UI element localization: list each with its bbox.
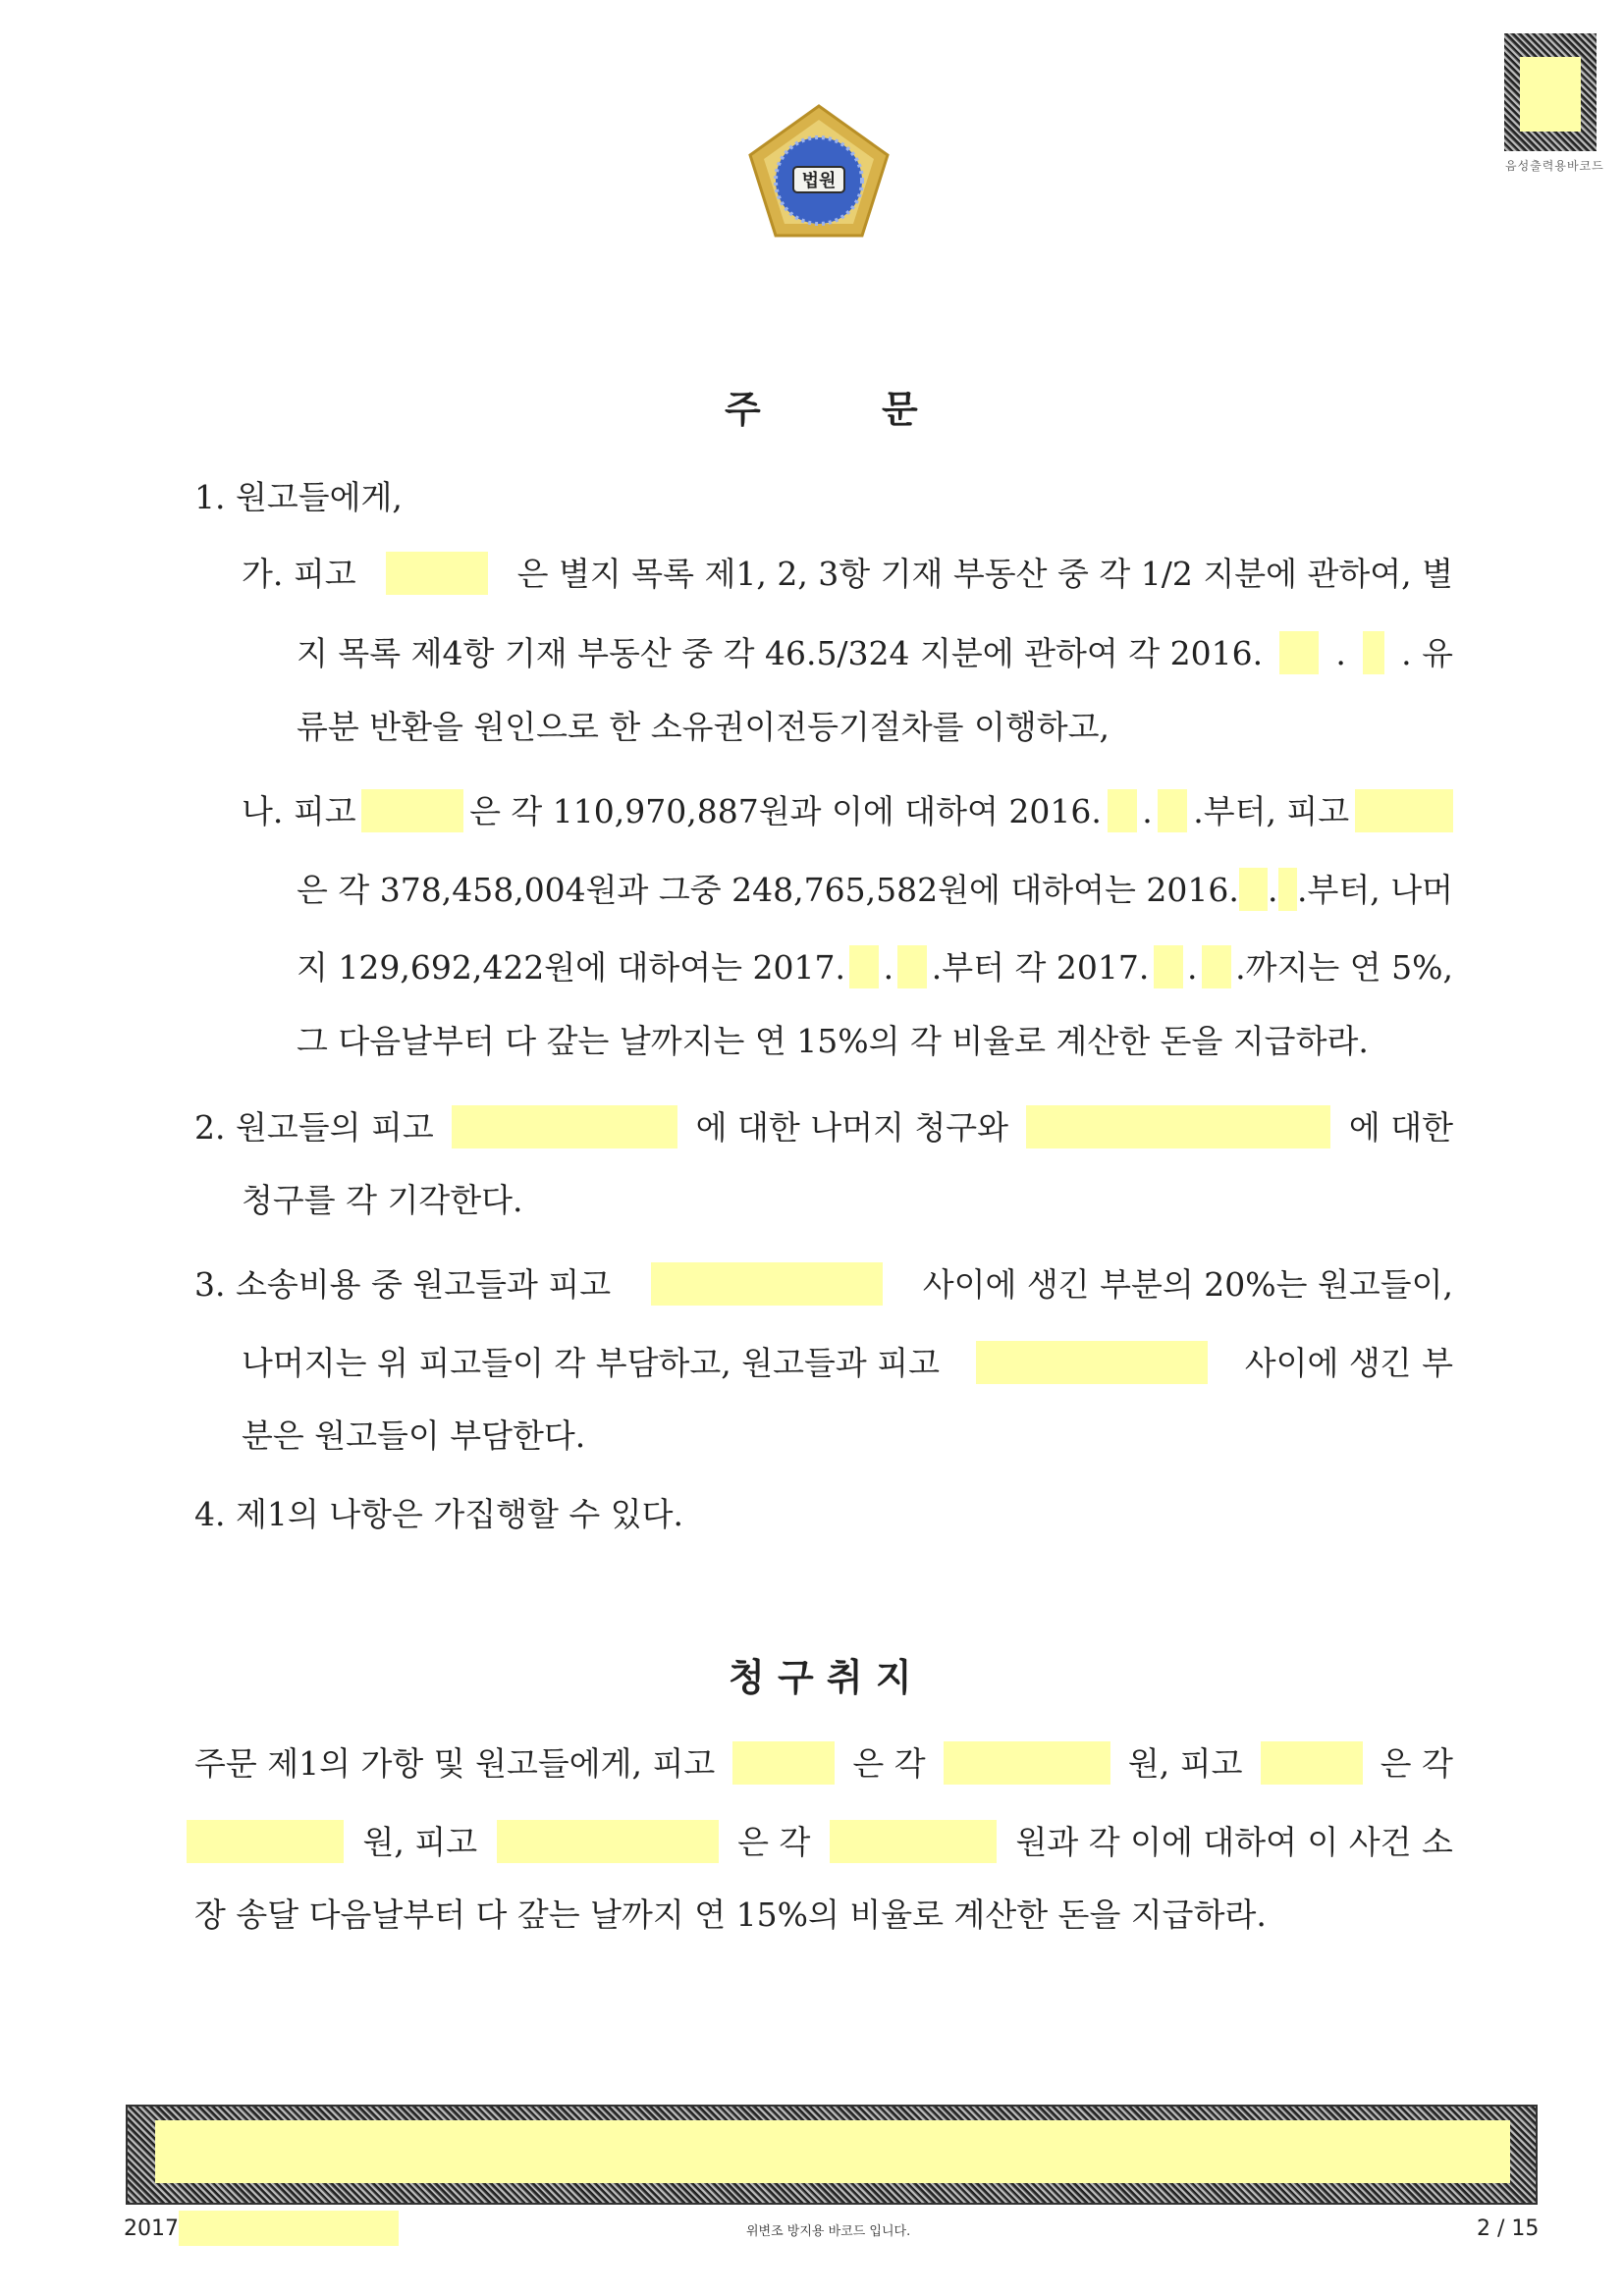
text-segment: . [1142, 791, 1153, 830]
court-emblem-icon [740, 98, 897, 255]
barcode-redaction [155, 2120, 1510, 2183]
text-segment: 은 별지 목록 제1, 2, 3항 기재 부동산 중 각 1/2 지분에 관하여, 별 [516, 554, 1453, 593]
order-item-1-ga-line2 [297, 631, 1453, 674]
redaction [452, 1105, 677, 1148]
redaction [386, 552, 488, 595]
case-number-prefix: 2017 [124, 2216, 179, 2241]
text-segment: 원과 각 이에 대하여 이 사건 소 [1015, 1822, 1453, 1861]
redaction [897, 945, 927, 988]
text-segment: 은 각 [852, 1743, 926, 1783]
claim-line3: 장 송달 다음날부터 다 갚는 날까지 연 15%의 비율로 계산한 돈을 지급하라. [194, 1896, 1267, 1934]
order-item-1-ga-line3: 류분 반환을 원인으로 한 소유권이전등기절차를 이행하고, [297, 708, 1110, 746]
order-item-1-na-line3 [297, 945, 1453, 988]
text-segment: 은 각 378,458,004원과 그중 248,765,582원에 대하여는 2016. [297, 870, 1239, 909]
case-number-redaction [179, 2211, 399, 2246]
text-segment: 지 129,692,422원에 대하여는 2017. [297, 947, 846, 987]
order-item-1-intro: 1. 원고들에게, [194, 478, 403, 516]
text-segment: 원, 피고 [362, 1822, 478, 1861]
redaction [361, 789, 463, 832]
text-segment: 2. 원고들의 피고 [194, 1107, 434, 1147]
redaction [1026, 1105, 1330, 1148]
redaction [849, 945, 879, 988]
text-segment: 가. 피고 [242, 554, 356, 593]
redaction [497, 1820, 719, 1863]
redaction [1363, 631, 1384, 674]
text-segment: .부터, 나머 [1297, 870, 1453, 909]
emblem-text: 법원 [801, 171, 837, 191]
redaction [732, 1741, 835, 1785]
qr-label: 음성출력용바코드 [1505, 159, 1604, 173]
text-segment: 은 각 [1380, 1743, 1453, 1783]
text-segment: 원, 피고 [1127, 1743, 1243, 1783]
text-segment: 은 각 [737, 1822, 811, 1861]
order-item-1-ga-line1 [242, 552, 1453, 595]
redaction [1355, 789, 1453, 832]
redaction [1108, 789, 1137, 832]
claim-line1 [194, 1741, 1453, 1785]
claim-title: 청 구 취 지 [729, 1655, 912, 1699]
text-segment: .부터, 피고 [1193, 791, 1350, 830]
text-segment: . [1268, 870, 1278, 909]
order-item-2-line2: 청구를 각 기각한다. [242, 1181, 523, 1219]
text-segment: 나머지는 위 피고들이 각 부담하고, 원고들과 피고 [242, 1343, 940, 1382]
redaction [1261, 1741, 1363, 1785]
redaction [187, 1820, 344, 1863]
text-segment: 나. 피고 [242, 791, 356, 830]
anti-forgery-notice: 위변조 방지용 바코드 입니다. [746, 2224, 911, 2239]
text-segment: 주문 제1의 가항 및 원고들에게, 피고 [194, 1743, 716, 1783]
text-segment: . [1186, 947, 1198, 987]
order-item-1-na-line4: 그 다음날부터 다 갚는 날까지는 연 15%의 각 비율로 계산한 돈을 지급하라. [297, 1022, 1369, 1060]
text-segment: 지 목록 제4항 기재 부동산 중 각 46.5/324 지분에 관하여 각 2016. [297, 633, 1264, 672]
redaction [830, 1820, 997, 1863]
text-segment: .까지는 연 5%, [1235, 947, 1453, 987]
redaction [1202, 945, 1231, 988]
text-segment: 에 대한 [1348, 1107, 1453, 1147]
text-segment: . [1335, 633, 1346, 672]
text-segment: . 유 [1401, 633, 1453, 672]
page-number: 2 / 15 [1477, 2216, 1540, 2241]
qr-redaction [1520, 57, 1581, 132]
text-segment: 사이에 생긴 부 [1244, 1343, 1453, 1382]
order-item-1-na-line1 [242, 789, 1453, 832]
redaction [944, 1741, 1110, 1785]
order-item-3-line3: 분은 원고들이 부담한다. [242, 1416, 586, 1455]
text-segment: 에 대한 나머지 청구와 [695, 1107, 1008, 1147]
redaction [1278, 868, 1297, 911]
text-segment: 은 각 110,970,887원과 이에 대하여 2016. [469, 791, 1102, 830]
order-item-4-line1: 4. 제1의 나항은 가집행할 수 있다. [194, 1495, 683, 1533]
text-segment: . [883, 947, 894, 987]
redaction [1154, 945, 1183, 988]
redaction [976, 1341, 1208, 1384]
text-segment: 사이에 생긴 부분의 20%는 원고들이, [922, 1264, 1453, 1304]
redaction [1239, 868, 1268, 911]
redaction [1279, 631, 1319, 674]
order-title-1: 주 [725, 387, 761, 431]
redaction [651, 1262, 883, 1306]
order-item-2-line1 [194, 1105, 1453, 1148]
text-segment: 3. 소송비용 중 원고들과 피고 [194, 1264, 612, 1304]
order-item-3-line1 [194, 1262, 1453, 1306]
text-segment: .부터 각 2017. [931, 947, 1150, 987]
redaction [1158, 789, 1187, 832]
order-item-3-line2 [242, 1341, 1453, 1384]
order-item-1-na-line2 [297, 868, 1453, 911]
order-title-2: 문 [882, 387, 918, 431]
claim-line2 [187, 1820, 1453, 1863]
